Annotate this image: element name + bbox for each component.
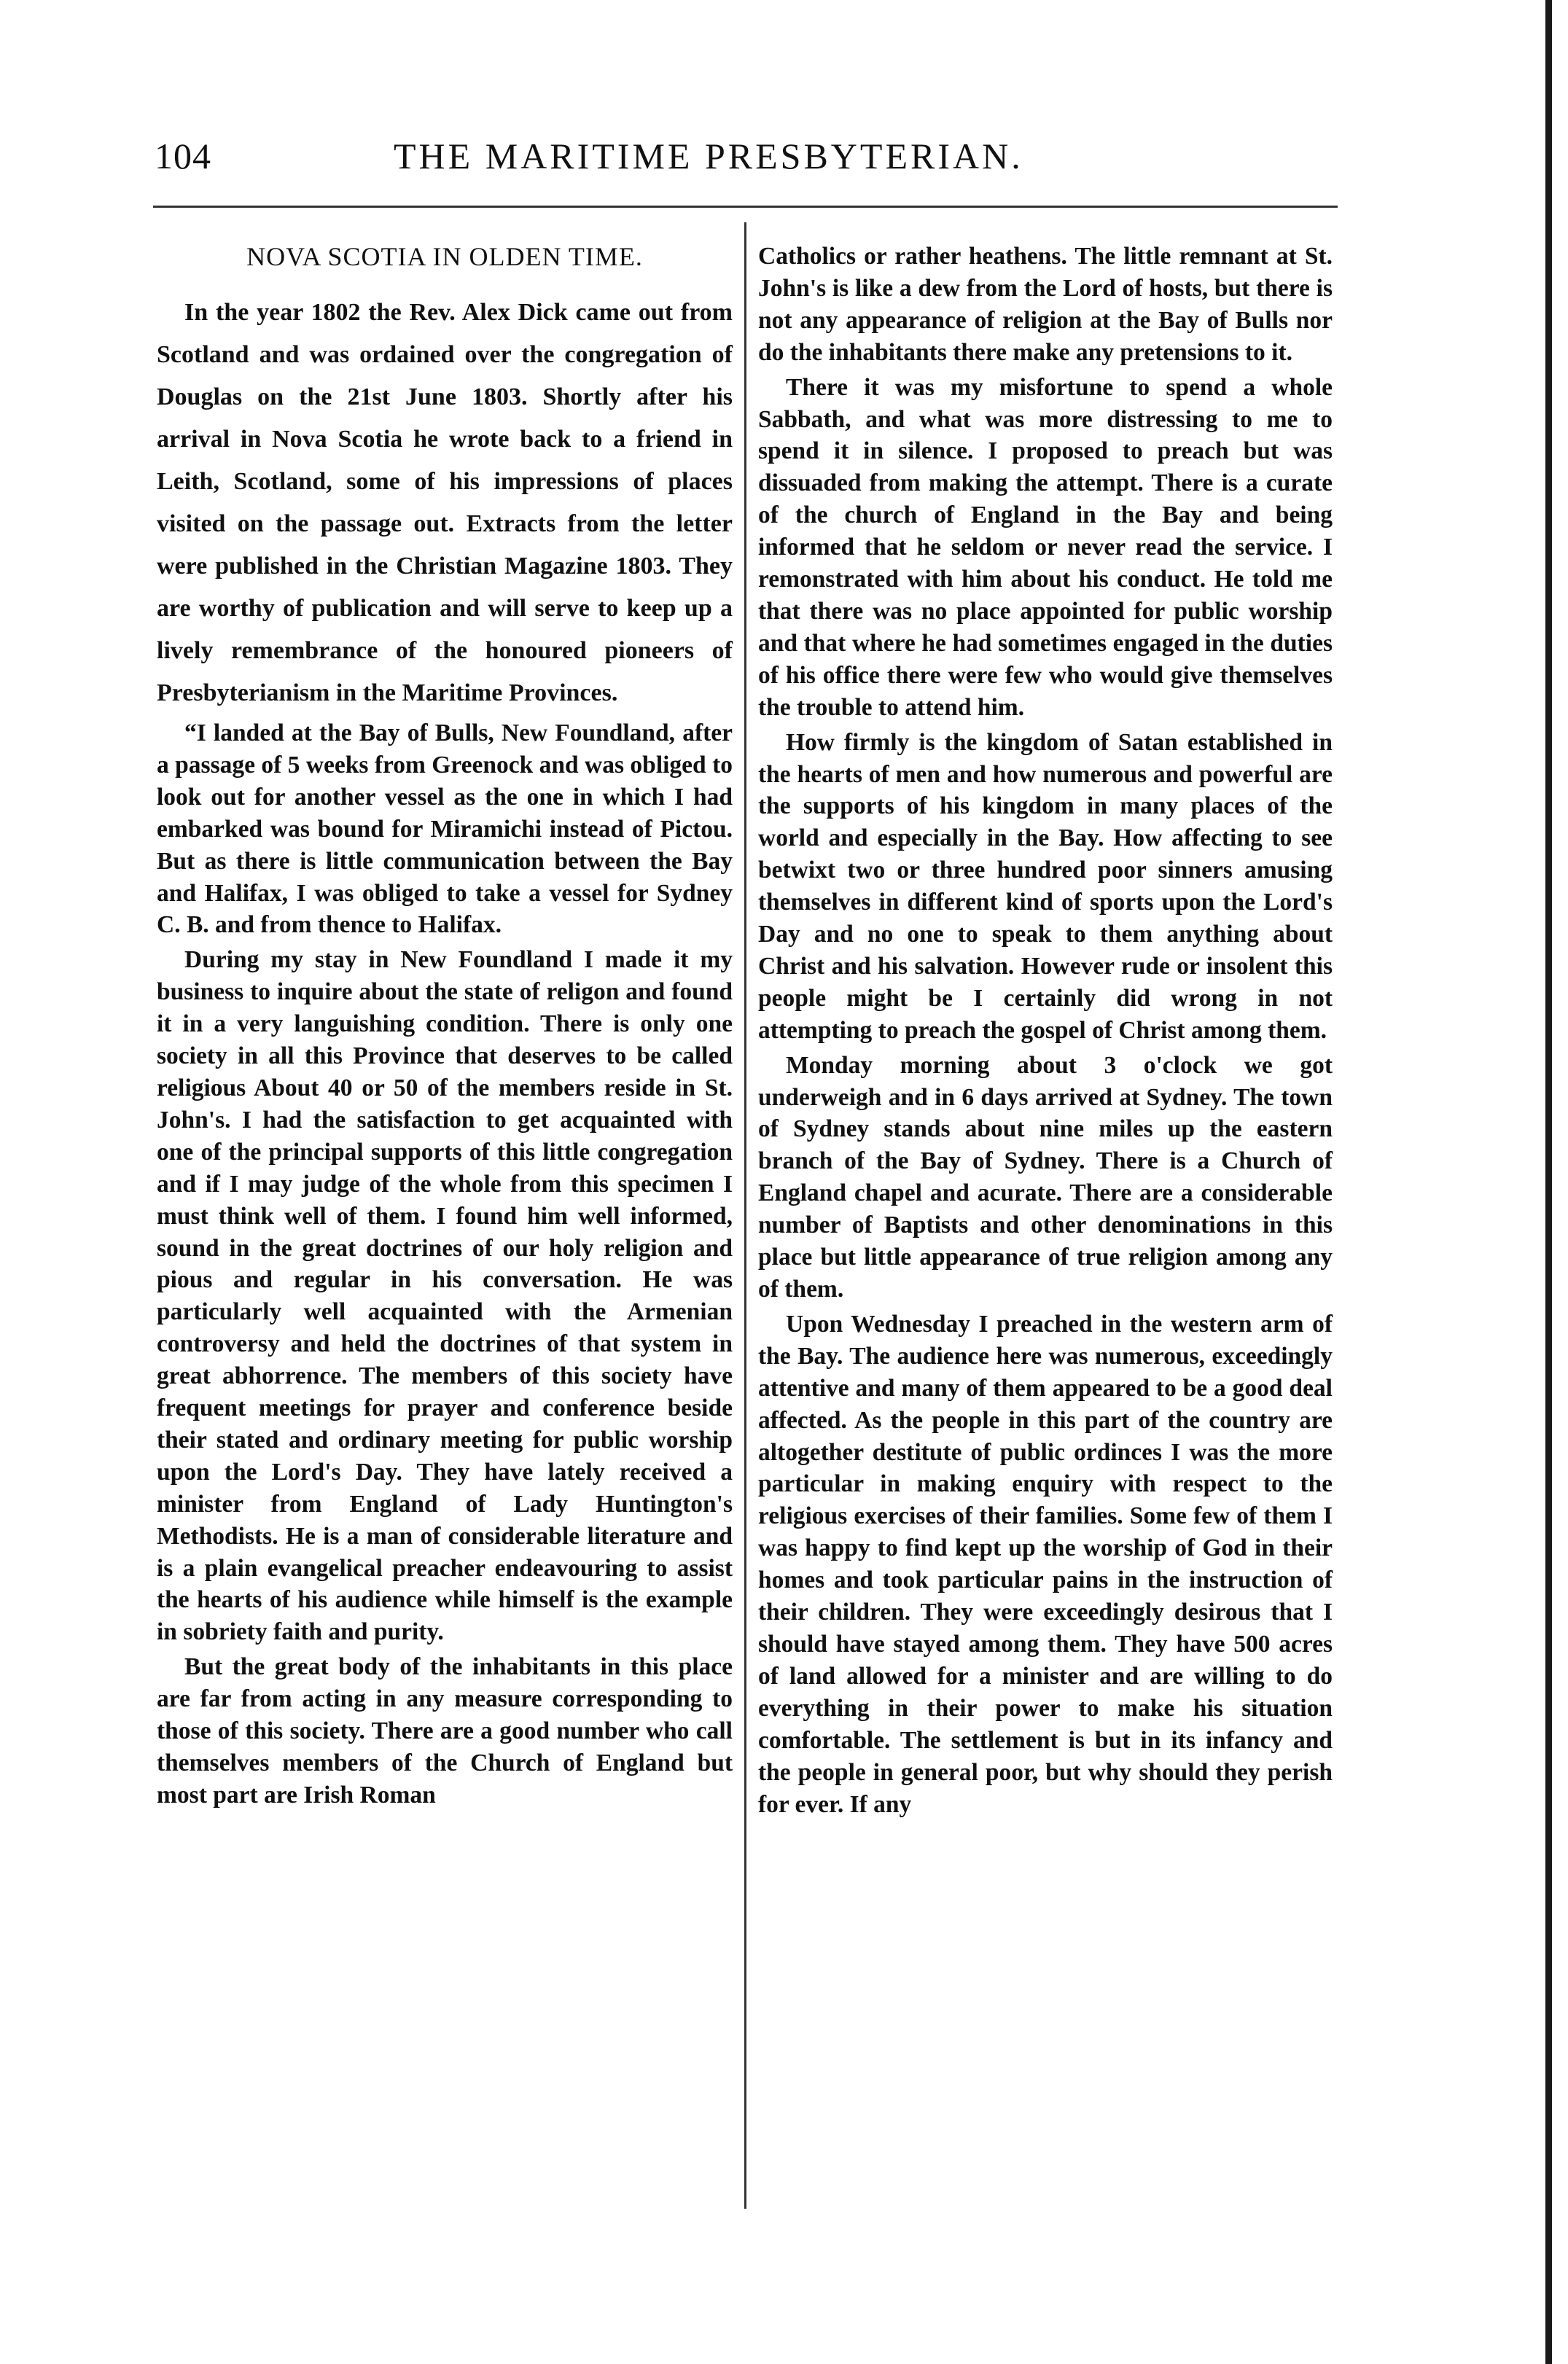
column-divider	[744, 222, 746, 2209]
page-number: 104	[155, 136, 211, 176]
paragraph: Upon Wednesday I preached in the western arm of the Bay. The audience here was numerous, exceedingly attentive and many of them appeared to be a good deal affected. As the people in this part of the country are altogether destitute of public ordinces I was the more particular in making enquiry with respect to the religious exercises of their families. Some few of them I was happy to find kept up the worship of God in their homes and took particular pains in the instruction of their children. They were exceedingly desirous that I should have stayed among them. They have 500 acres of land allowed for a minister and are willing to do everything in their power to make his situation comfortable. The settlement is but in its infancy and the people in general poor, but why should they perish for ever. If any	[758, 1310, 1333, 1818]
paragraph: Catholics or rather heathens. The little remnant at St. John's is like a dew from the Lord of hosts, but there is not any appearance of religion at the Bay of Bulls nor do the inhabitants there make any pretensions to it.	[758, 243, 1333, 366]
paragraph: There it was my misfortune to spend a whole Sabbath, and what was more distressing to me to spend it in silence. I proposed to preach but was dissuaded from making the attempt. There is a curate of the church of England in the Bay and being informed that he seldom or never read the service. I remonstrated with him about his conduct. He told me that there was no place appointed for public worship and that where he had sometimes engaged in the duties of his office there were few who would give themselves the trouble to attend him.	[758, 373, 1333, 721]
page-edge-rule	[1545, 0, 1552, 2364]
paragraph: But the great body of the inhabitants in this place are far from acting in any measure corresponding to those of this society. There are a good number who call themselves members of the Church of England but most part are Irish Roman	[157, 1653, 733, 1809]
article-title: NOVA SCOTIA IN OLDEN TIME.	[246, 242, 643, 271]
paragraph: Monday morning about 3 o'clock we got underweigh and in 6 days arrived at Sydney. The town of Sydney stands about nine miles up the eastern branch of the Bay of Sydney. There is a Church of England chapel and acurate. There are a considerable number of Baptists and other denominations in this place but little appearance of true religion among any of them.	[758, 1051, 1333, 1303]
header-rule	[153, 206, 1338, 208]
left-column	[157, 241, 733, 1811]
paragraph: “I landed at the Bay of Bulls, New Foundland, after a passage of 5 weeks from Greenock and was obliged to look out for another vessel as the one in which I had embarked was bound for Miramichi instead of Pictou. But as there is little communication between the Bay and Halifax, I was obliged to take a vessel for Sydney C. B. and from thence to Halifax.	[157, 719, 733, 939]
paragraph: How firmly is the kingdom of Satan established in the hearts of men and how numerous and powerful are the supports of his kingdom in many places of the world and especially in the Bay. How affecting to see betwixt two or three hundred poor sinners amusing themselves in different kind of sports upon the Lord's Day and no one to speak to them anything about Christ and his salvation. However rude or insolent this people might be I certainly did wrong in not attempting to preach the gospel of Christ among them.	[758, 728, 1333, 1044]
paragraph: In the year 1802 the Rev. Alex Dick came out from Scotland and was ordained over the congregation of Douglas on the 21st June 1803. Shortly after his arrival in Nova Scotia he wrote back to a friend in Leith, Scotland, some of his impressions of places visited on the passage out. Extracts from the letter were published in the Christian Magazine 1803. They are worthy of publication and will serve to keep up a lively remembrance of the honoured pioneers of Presbyterianism in the Maritime Provinces.	[157, 299, 733, 706]
running-title: THE MARITIME PRESBYTERIAN.	[394, 136, 1023, 176]
right-column	[758, 241, 1333, 1820]
paragraph: During my stay in New Foundland I made it my business to inquire about the state of religon and found it in a very languishing condition. There is only one society in all this Province that deserves to be called religious About 40 or 50 of the members reside in St. John's. I had the satisfaction to get acquainted with one of the principal supports of this little congregation and if I may judge of the whole from this specimen I must think well of them. I found him well informed, sound in the great doctrines of our holy religion and pious and regular in his conversation. He was particularly well acquainted with the Armenian controversy and held the doctrines of that system in great abhorrence. The members of this society have frequent meetings for prayer and conference beside their stated and ordinary meeting for public worship upon the Lord's Day. They have lately received a minister from England of Lady Huntington's Methodists. He is a man of considerable literature and is a plain evangelical preacher endeavouring to assist the hearts of his audience while himself is the example in sobriety faith and purity.	[157, 946, 733, 1646]
